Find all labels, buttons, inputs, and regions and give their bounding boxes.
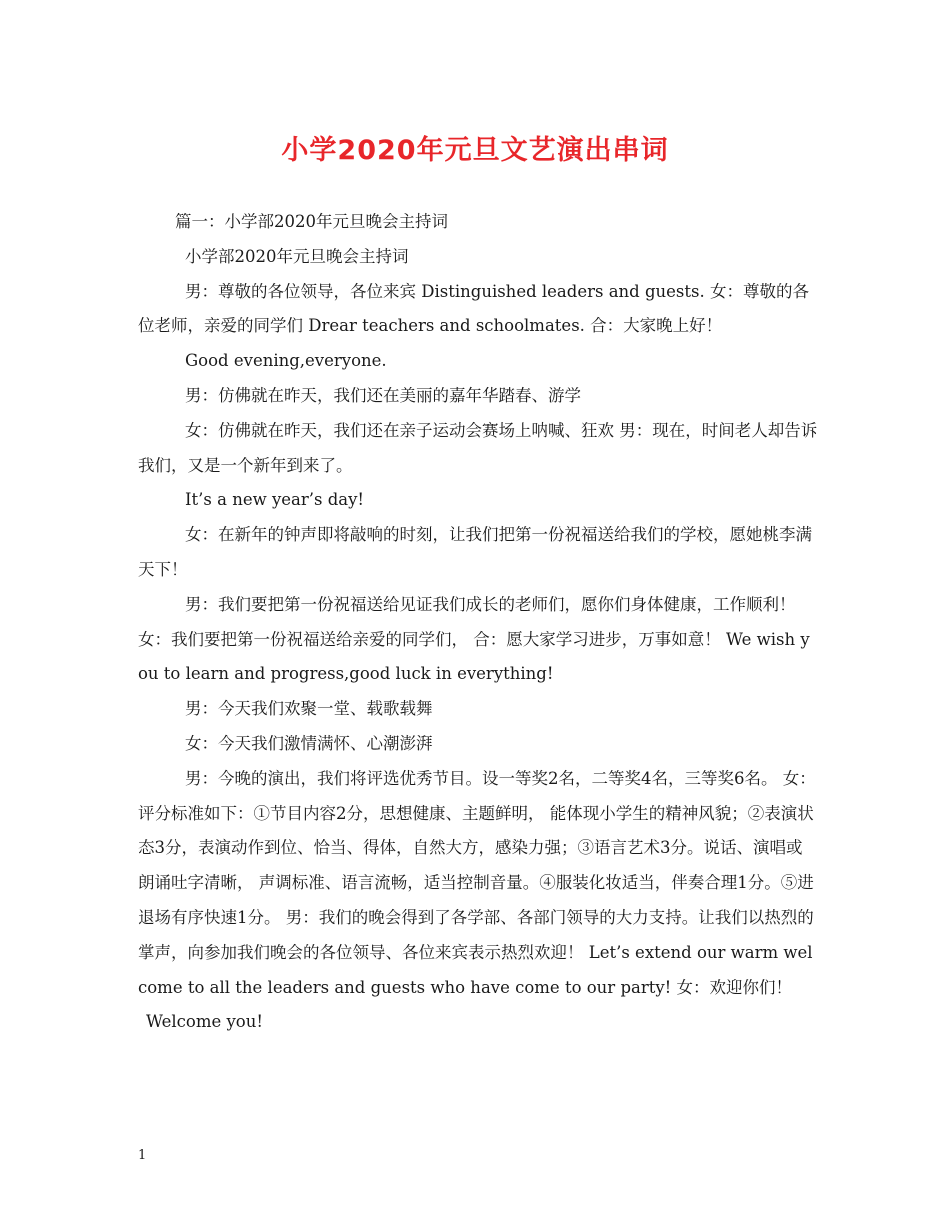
- paragraph: 男：今晚的演出，我们将评选优秀节目。设一等奖2名，二等奖4名，三等奖6名。 女：评分标准如下：①节目内容2分，思想健康、主题鲜明， 能体现小学生的精神风貌；②表演状态3分，表演动作到位、恰当、得体，自然大方，感染力强；③语言艺术3分。说话、演唱或朗诵吐字清晰， 声调标准、语言流畅，适当控制音量。④服装化妆适当，伴奏合理1分。⑤进退场有序快速1分。 男：我们的晚会得到了各学部、各部门领导的大力支持。让我们以热烈的掌声，向参加我们晚会的各位领导、各位来宾表示热烈欢迎！ Let’s extend our warm welcome to all the leaders and guests who have come to our party! 女：欢迎你们！: [138, 768, 816, 997]
- paragraph: 男：仿佛就在昨天，我们还在美丽的嘉年华踏春、游学: [185, 385, 581, 405]
- document-body: [138, 205, 818, 1040]
- paragraph: 男：尊敬的各位领导，各位来宾 Distinguished leaders and guests. 女：尊敬的各位老师，亲爱的同学们 Drear teachers and schoolmates. 合：大家晚上好！: [138, 281, 809, 336]
- paragraph: 篇一：小学部2020年元旦晚会主持词: [175, 212, 448, 231]
- paragraph: 女：在新年的钟声即将敲响的时刻，让我们把第一份祝福送给我们的学校，愿她桃李满天下！: [138, 525, 812, 579]
- document-title: 小学2020年元旦文艺演出串词: [281, 135, 669, 166]
- paragraph: It’s a new year’s day!: [185, 490, 365, 510]
- paragraph: 男：今天我们欢聚一堂、载歌载舞: [185, 699, 433, 719]
- paragraph: Welcome you!: [146, 1012, 263, 1032]
- paragraph: Good evening,everyone.: [185, 351, 387, 371]
- paragraph: 男：我们要把第一份祝福送给见证我们成长的老师们，愿你们身体健康，工作顺利！ 女：我们要把第一份祝福送给亲爱的同学们， 合：愿大家学习进步，万事如意！ We wish you to learn and progress,good luck in everything!: [138, 594, 810, 684]
- page-number: 1: [138, 1148, 147, 1163]
- paragraph: 小学部2020年元旦晚会主持词: [185, 246, 409, 266]
- paragraph: 女：仿佛就在昨天，我们还在亲子运动会赛场上呐喊、狂欢 男：现在，时间老人却告诉我们，又是一个新年到来了。: [138, 420, 818, 475]
- paragraph: 女：今天我们激情满怀、心潮澎湃: [185, 733, 433, 753]
